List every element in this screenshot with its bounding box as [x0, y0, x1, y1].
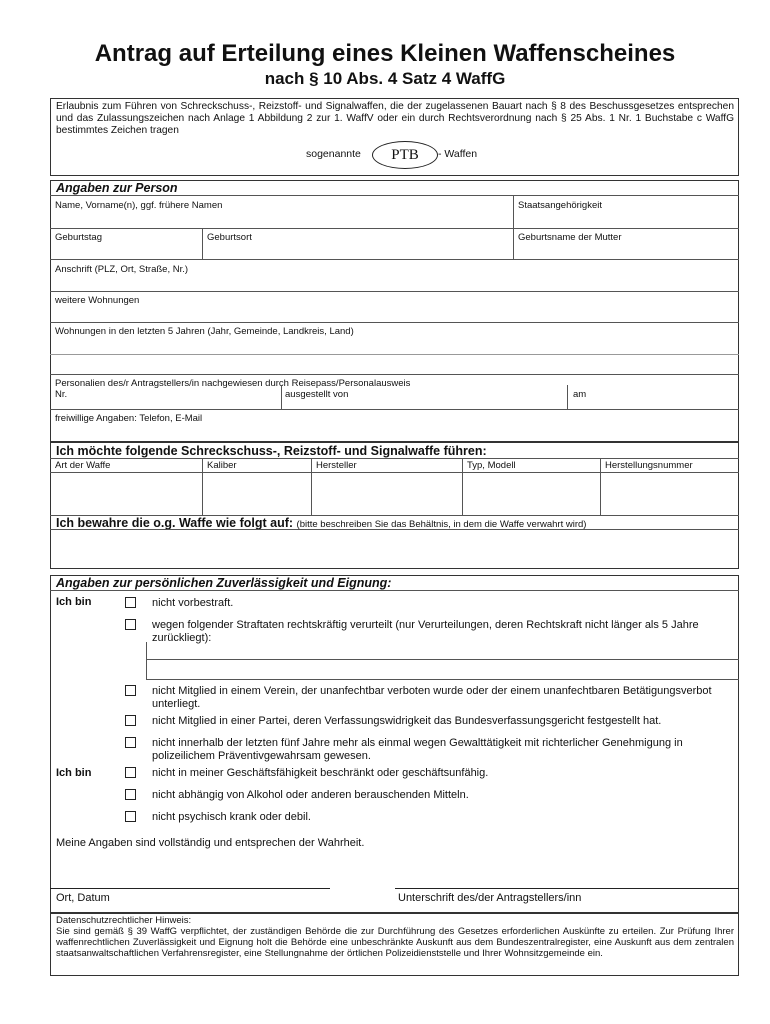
weapon-manufacturer-field[interactable] [312, 473, 461, 515]
name-field[interactable] [51, 212, 513, 228]
storage-heading: Ich bewahre die o.g. Waffe wie folgt auf: (bitte beschreiben Sie das Behältnis, in dem die Waffe verwahrt wird) [56, 516, 587, 530]
contact-label: freiwillige Angaben: Telefon, E-Mail [55, 413, 203, 424]
mother-name-label: Geburtsname der Mutter [518, 232, 622, 243]
reliability-heading: Angaben zur persönlichen Zuverlässigkeit und Eignung: [56, 576, 392, 590]
item-convicted: wegen folgender Straftaten rechtskräftig verurteilt (nur Verurteilungen, deren Rechtskraft nicht länger als 5 Jahre zurückliegt): [152, 619, 699, 644]
intro-suffix: - Waffen [438, 148, 478, 160]
past-addresses-field[interactable] [51, 338, 738, 374]
weapon-caliber-field[interactable] [203, 473, 310, 515]
checkbox-no-record[interactable] [125, 597, 136, 608]
item-no-record: nicht vorbestraft. [152, 597, 234, 609]
more-addresses-label: weitere Wohnungen [55, 295, 140, 306]
weapon-model-field[interactable] [463, 473, 599, 515]
col-serial: Herstellungsnummer [605, 460, 693, 471]
intro-prefix: sogenannte [306, 148, 361, 160]
weapon-serial-field[interactable] [601, 473, 738, 515]
person-heading: Angaben zur Person [56, 181, 178, 195]
issued-by-field[interactable] [355, 388, 565, 408]
storage-field[interactable] [51, 530, 738, 568]
col-caliber: Kaliber [207, 460, 237, 471]
checkbox-no-custody[interactable] [125, 737, 136, 748]
privacy-text: Sie sind gemäß § 39 WaffG verpflichtet, der zuständigen Behörde die zur Durchführung des Gesetzes erforderlichen Auskünfte zu erteilen. Zur Prüfung Ihrer waffenrechtlichen Zuverlässigkeit und Eignung holt die Behörde eine unbeschränkte Auskunft aus dem Bundeszentralregister, eine Auskunft aus dem zentralen staatsanwaltschaftlichen Verfahrensregister, eine Stellungnahme der örtlichen Polizeidienststelle und Ihrer Wohnsitzgemeinde ein. [56, 926, 734, 959]
birthplace-label: Geburtsort [207, 232, 252, 243]
contact-field[interactable] [51, 425, 738, 441]
address-field[interactable] [51, 276, 738, 291]
col-model: Typ, Modell [467, 460, 516, 471]
issued-by-label: ausgestellt von [285, 389, 349, 400]
nationality-label: Staatsangehörigkeit [518, 200, 602, 211]
checkbox-no-banned-club[interactable] [125, 685, 136, 696]
col-manufacturer: Hersteller [316, 460, 357, 471]
checkbox-no-addiction[interactable] [125, 789, 136, 800]
ich-bin-label-2: Ich bin [56, 767, 92, 779]
item-no-banned-party: nicht Mitglied in einer Partei, deren Verfassungswidrigkeit das Bundesverfassungsgericht festgestellt hat. [152, 715, 662, 727]
name-label: Name, Vorname(n), ggf. frühere Namen [55, 200, 223, 211]
birthplace-field[interactable] [203, 244, 512, 259]
checkbox-no-banned-party[interactable] [125, 715, 136, 726]
birthday-label: Geburtstag [55, 232, 102, 243]
weapon-type-field[interactable] [51, 473, 201, 515]
id-number-field[interactable] [70, 388, 280, 408]
address-label: Anschrift (PLZ, Ort, Straße, Nr.) [55, 264, 189, 275]
checkbox-legal-capacity[interactable] [125, 767, 136, 778]
id-number-label: Nr. [55, 389, 68, 400]
issued-on-field[interactable] [590, 388, 738, 408]
signature-label: Unterschrift des/der Antragstellers/inn [398, 892, 582, 904]
place-date-field[interactable] [51, 866, 328, 888]
item-mentally-healthy: nicht psychisch krank oder debil. [152, 811, 311, 823]
signature-field[interactable] [395, 866, 738, 888]
ptb-logo: PTB [372, 141, 438, 169]
storage-hint: (bitte beschreiben Sie das Behältnis, in dem die Waffe verwahrt wird) [296, 519, 587, 530]
weapon-heading: Ich möchte folgende Schreckschuss-, Reizstoff- und Signalwaffe führen: [56, 444, 487, 458]
past-addresses-label: Wohnungen in den letzten 5 Jahren (Jahr, Gemeinde, Landkreis, Land) [55, 326, 354, 337]
convictions-field[interactable] [147, 643, 738, 679]
mother-name-field[interactable] [514, 244, 738, 259]
checkbox-mentally-healthy[interactable] [125, 811, 136, 822]
privacy-heading: Datenschutzrechtlicher Hinweis: [56, 915, 192, 926]
item-no-addiction: nicht abhängig von Alkohol oder anderen berauschenden Mitteln. [152, 789, 469, 801]
birthday-field[interactable] [51, 244, 201, 259]
item-no-banned-club: nicht Mitglied in einem Verein, der unanfechtbar verboten wurde oder der einem unanfechtbaren Betätigungsverbot unterliegt. [152, 685, 712, 710]
issued-on-label: am [573, 389, 587, 400]
place-date-label: Ort, Datum [56, 892, 110, 904]
checkbox-convicted[interactable] [125, 619, 136, 630]
item-no-custody: nicht innerhalb der letzten fünf Jahre mehr als einmal wegen Gewalttätigkeit mit richterlicher Genehmigung in polizeilichem Präventivgewahrsam gewesen. [152, 737, 683, 762]
page-subtitle: nach § 10 Abs. 4 Satz 4 WaffG [264, 69, 506, 88]
nationality-field[interactable] [514, 212, 738, 228]
item-legal-capacity: nicht in meiner Geschäftsfähigkeit beschränkt oder geschäftsunfähig. [152, 767, 489, 779]
more-addresses-field[interactable] [51, 307, 738, 322]
intro-text: Erlaubnis zum Führen von Schreckschuss-, Reizstoff- und Signalwaffen, die der zugelassenen Bauart nach § 8 des Beschussgesetzes entsprechen und das Zulassungszeichen nach Anlage 1 Abbildung 2 zur 1. WaffV oder ein durch Rechtsverordnung nach § 25 Abs. 1 Nr. 1 Buchstabe c WaffG bestimmtes Zeichen tragen [56, 101, 734, 136]
col-type: Art der Waffe [55, 460, 111, 471]
truth-statement: Meine Angaben sind vollständig und entsprechen der Wahrheit. [56, 837, 365, 849]
page-title: Antrag auf Erteilung eines Kleinen Waffenscheines [94, 40, 676, 67]
id-label: Personalien des/r Antragstellers/in nachgewiesen durch Reisepass/Personalausweis [55, 378, 411, 389]
ich-bin-label-1: Ich bin [56, 596, 92, 608]
